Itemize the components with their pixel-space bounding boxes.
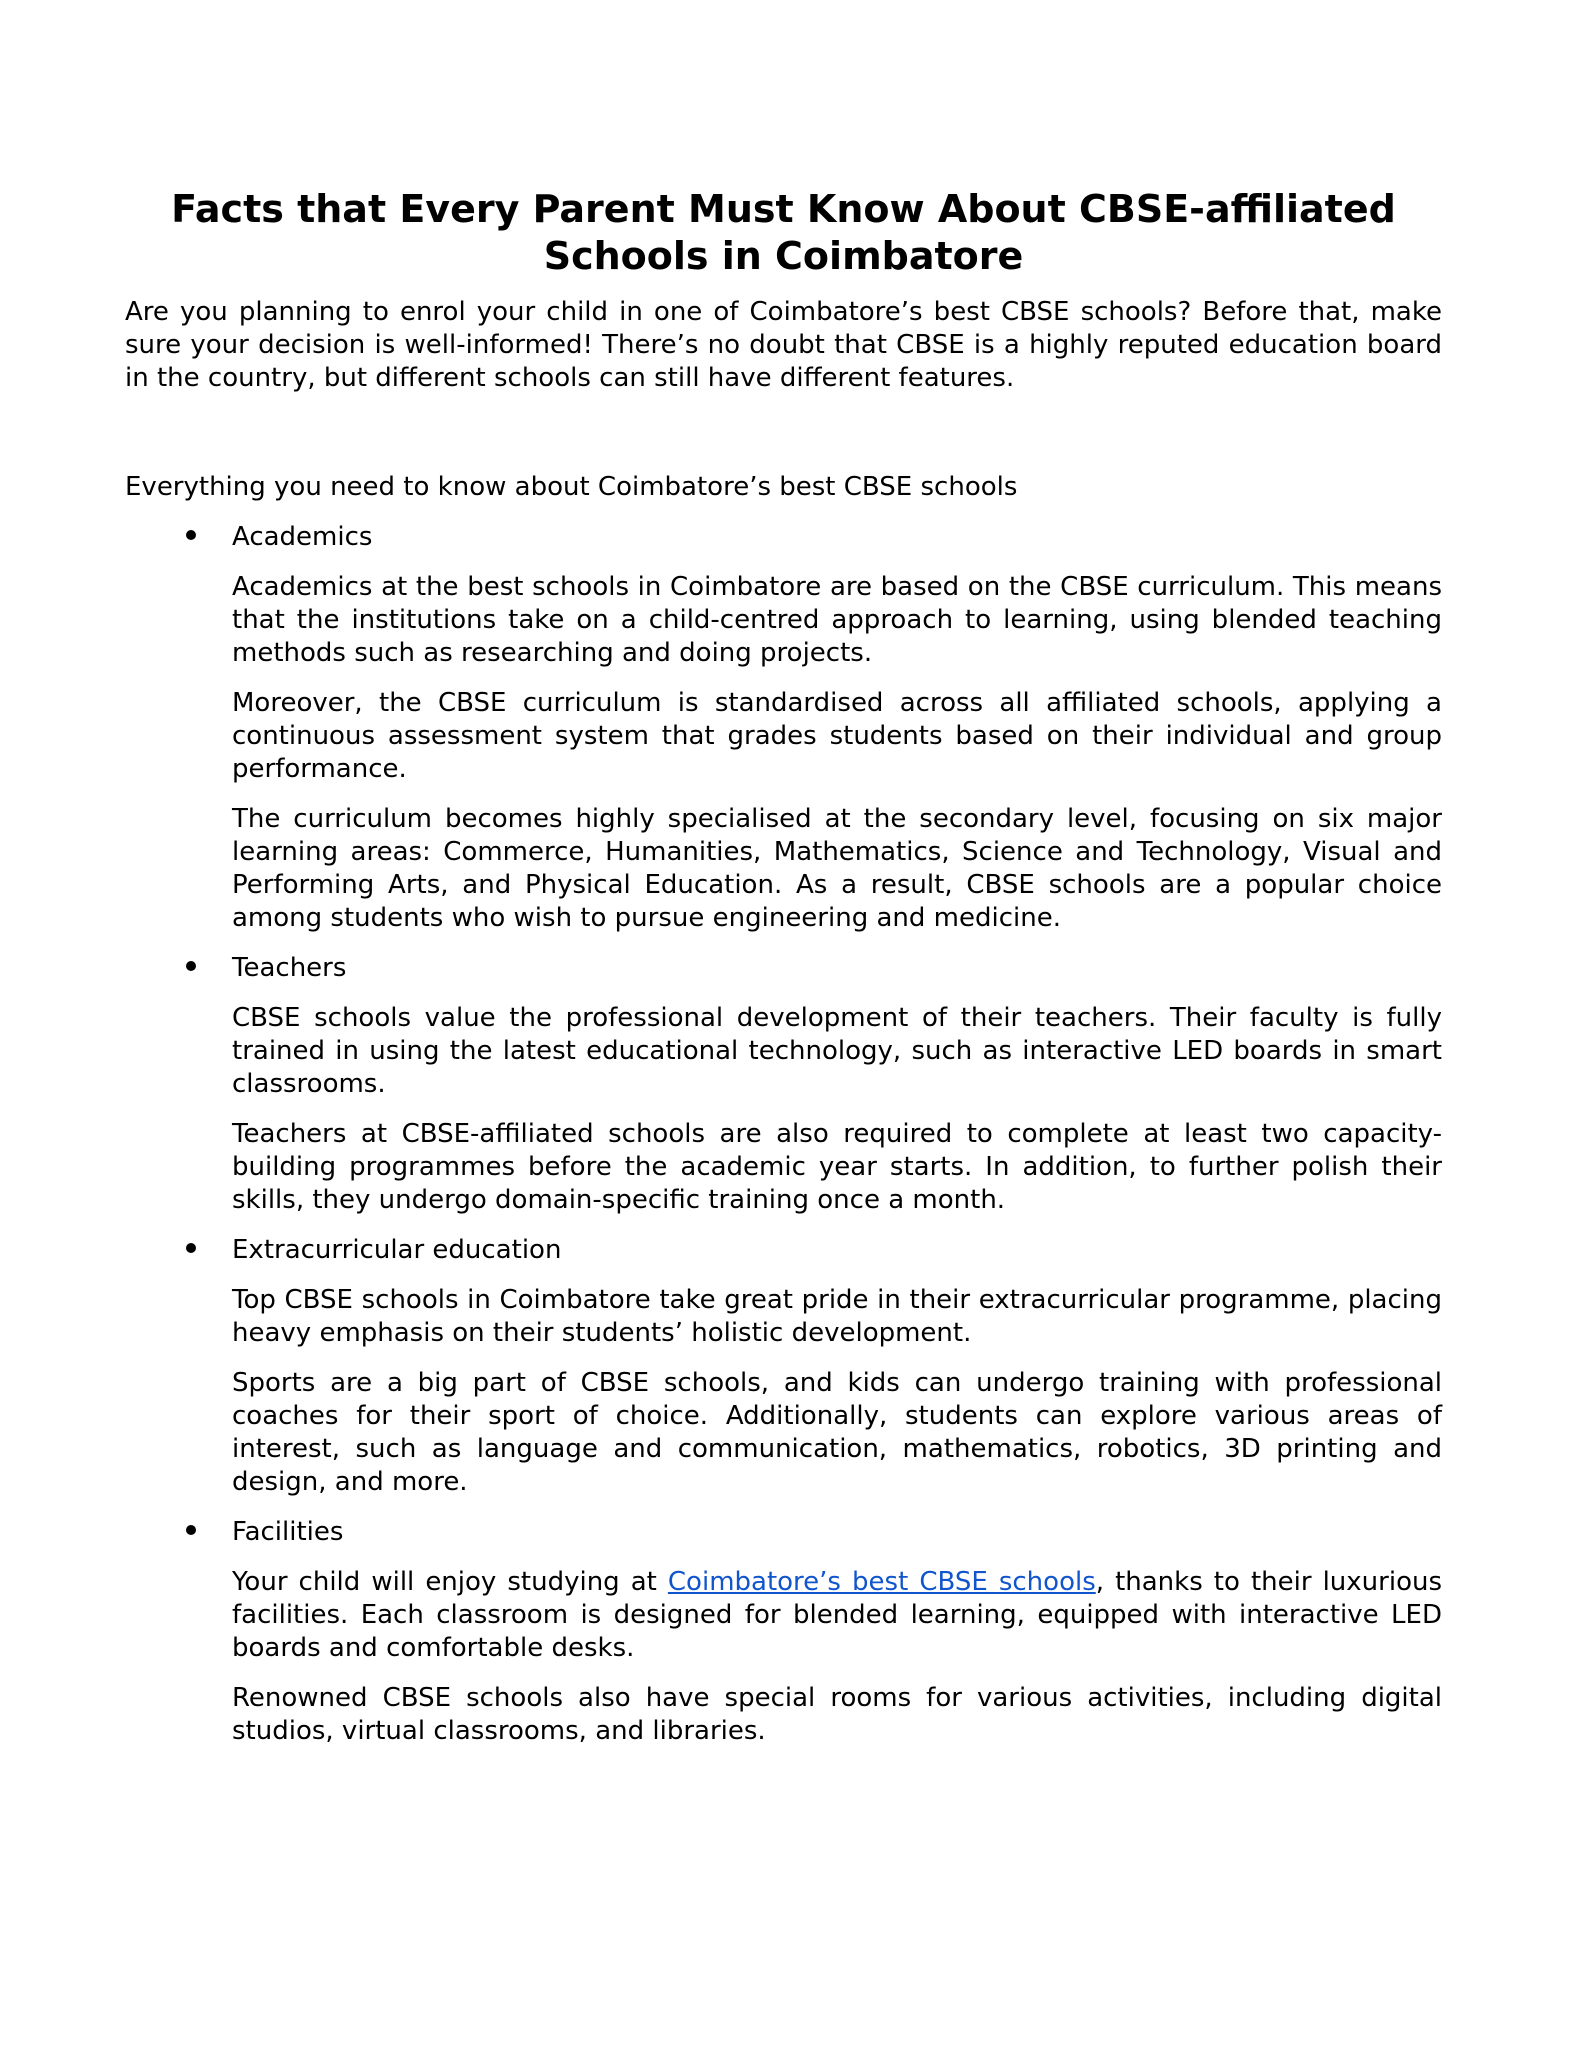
facilities-p1-post: , thanks to their luxurious facilities. Each classroom is designed for blended learning, equipped with interactive LED boards and comfortable desks.	[232, 1567, 1442, 1663]
teachers-paragraph-2: Teachers at CBSE-affiliated schools are also required to complete at least two capacity-building programmes before the academic year starts. In addition, to further polish their skills, they undergo domain-specific training once a month.	[232, 1119, 1442, 1215]
academics-section-body	[232, 571, 1442, 935]
facilities-p1-pre: Your child will enjoy studying at	[232, 1567, 668, 1597]
bullet-item-academics	[186, 521, 1442, 554]
bullet-icon	[186, 961, 196, 971]
academics-paragraph-1: Academics at the best schools in Coimbatore are based on the CBSE curriculum. This means that the institutions take on a child-centred approach to learning, using blended teaching methods such as researching and doing projects.	[232, 572, 1442, 668]
extracurricular-section-body	[232, 1284, 1442, 1499]
facilities-section-body	[232, 1566, 1442, 1748]
teachers-paragraph-1: CBSE schools value the professional development of their teachers. Their faculty is fully trained in using the latest educational technology, such as interactive LED boards in smart classrooms.	[232, 1003, 1442, 1099]
bullet-label-academics: Academics	[232, 522, 373, 552]
teachers-section-body	[232, 1002, 1442, 1217]
bullet-item-teachers	[186, 952, 1442, 985]
bullet-icon	[186, 1243, 196, 1253]
coimbatore-best-cbse-schools-link[interactable]: Coimbatore’s best CBSE schools	[667, 1567, 1096, 1597]
section-lead: Everything you need to know about Coimbatore’s best CBSE schools	[125, 472, 1018, 502]
page-title: Facts that Every Parent Must Know About CBSE-affiliated Schools in Coimbatore	[171, 187, 1396, 278]
bullet-label-extracurricular: Extracurricular education	[232, 1235, 562, 1265]
extracurricular-paragraph-1: Top CBSE schools in Coimbatore take great pride in their extracurricular programme, placing heavy emphasis on their students’ holistic development.	[232, 1285, 1442, 1348]
facilities-paragraph-2: Renowned CBSE schools also have special rooms for various activities, including digital studios, virtual classrooms, and libraries.	[232, 1683, 1442, 1746]
facilities-paragraph-1	[232, 1566, 1442, 1665]
bullet-item-extracurricular	[186, 1234, 1442, 1267]
academics-paragraph-3: The curriculum becomes highly specialised at the secondary level, focusing on six major learning areas: Commerce, Humanities, Mathematics, Science and Technology, Visual and Performing Arts, and Physical Education. As a result, CBSE schools are a popular choice among students who wish to pursue engineering and medicine.	[232, 804, 1442, 933]
academics-paragraph-2: Moreover, the CBSE curriculum is standardised across all affiliated schools, applying a continuous assessment system that grades students based on their individual and group performance.	[232, 688, 1442, 784]
extracurricular-paragraph-2: Sports are a big part of CBSE schools, and kids can undergo training with professional coaches for their sport of choice. Additionally, students can explore various areas of interest, such as language and communication, mathematics, robotics, 3D printing and design, and more.	[232, 1368, 1442, 1497]
intro-paragraph: Are you planning to enrol your child in one of Coimbatore’s best CBSE schools? Before that, make sure your decision is well-informed! There’s no doubt that CBSE is a highly reputed education board in the country, but different schools can still have different features.	[125, 297, 1442, 393]
bullet-icon	[186, 1525, 196, 1535]
bullet-item-facilities	[186, 1516, 1442, 1549]
bullet-icon	[186, 530, 196, 540]
bullet-label-teachers: Teachers	[232, 953, 347, 983]
bullet-label-facilities: Facilities	[232, 1517, 344, 1547]
